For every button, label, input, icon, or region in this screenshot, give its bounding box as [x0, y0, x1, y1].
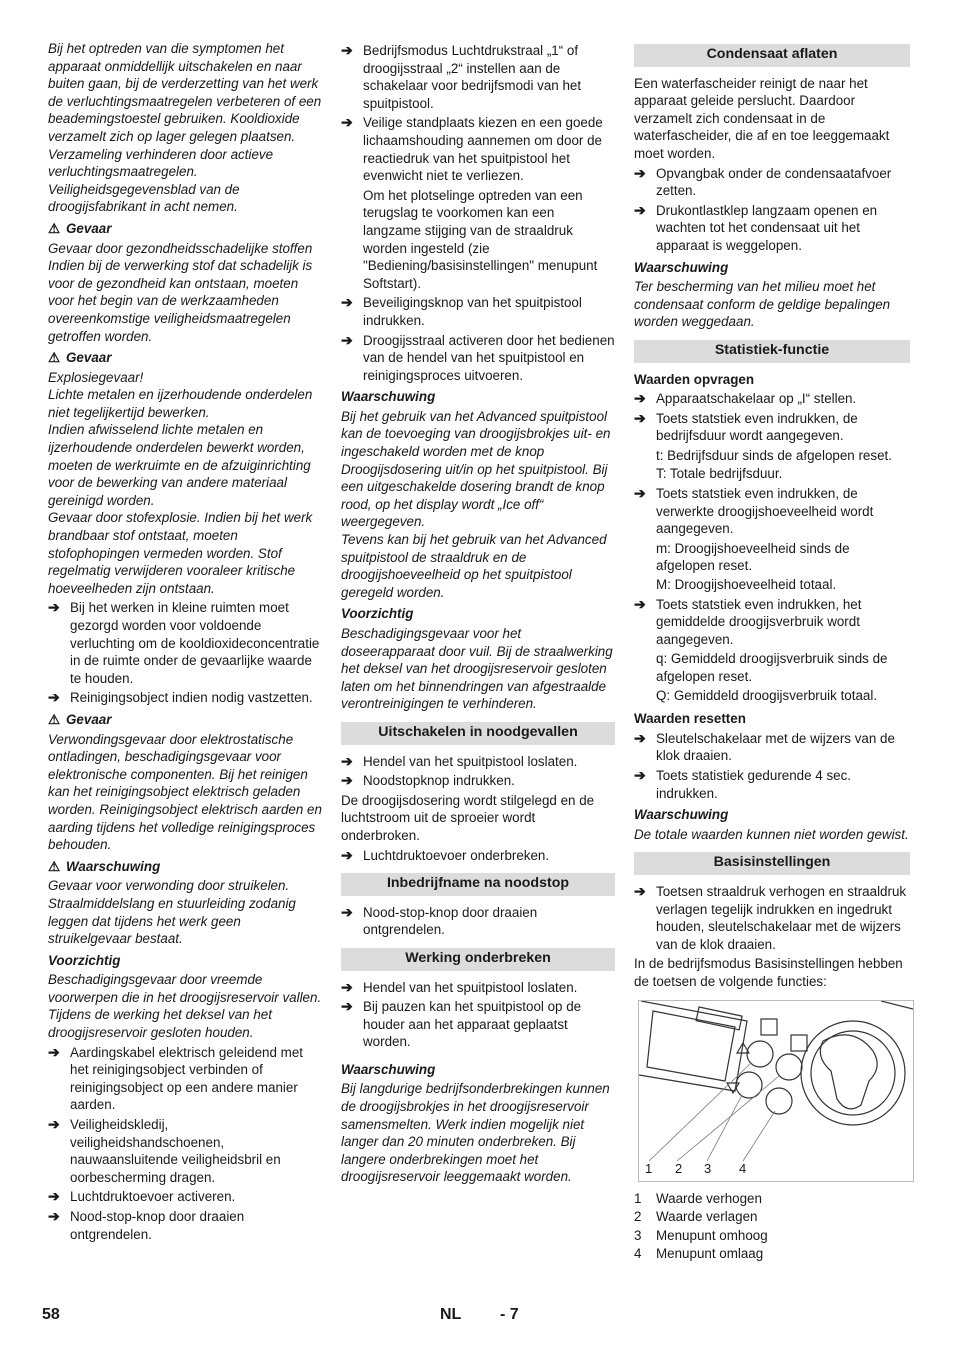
warning-triangle-icon: ⚠ [48, 858, 61, 874]
arrow-icon: ➔ [634, 409, 646, 426]
paragraph: Lichte metalen en ijzerhoudende onderdelen niet tegelijkertijd bewerken. [48, 387, 313, 420]
warning-heading: Waarschuwing [634, 259, 729, 275]
section-heading: Uitschakelen in noodgevallen [341, 722, 615, 745]
paragraph: Beschadigingsgevaar door vreemde voorwerpen die in het droogijsreservoir vallen. Tijdens de werking het deksel van het droogijsreservoir gesloten houden. [48, 972, 322, 1041]
bullet-item: ➔ Toets statstiek even indrukken, de bedrijfsduur wordt aangegeven. [634, 409, 858, 444]
figure-label-4: 4 [739, 1160, 747, 1176]
arrow-icon: ➔ [341, 998, 353, 1015]
legend-item: 3 Menupunt omhoog [634, 1227, 768, 1243]
bullet-item: ➔ Nood-stop-knop door draaien ontgrendelen. [341, 903, 538, 938]
button-2 [776, 1054, 802, 1080]
bullet-item: ➔ Beveiligingsknop van het spuitpistool indrukken. [341, 294, 582, 328]
bullet-subtext: T: Totale bedrijfsduur. [656, 466, 783, 482]
arrow-icon: ➔ [341, 772, 353, 789]
key-switch-handle [820, 1034, 877, 1108]
warning-heading: Waarschuwing [634, 807, 729, 823]
section-heading: Condensaat aflaten [634, 44, 910, 67]
paragraph: Beschadigingsgevaar voor het doseerapparaat door vuil. Bij de straalwerking het deksel van het droogijsreservoir gesloten laten om het binnendringen van afgestraalde verontreinigingen te verhinderen. [341, 626, 613, 712]
bullet-subtext: m: Droogijshoeveelheid sinds de afgelopen reset. [656, 540, 850, 574]
paragraph: Indien afwisselend lichte metalen en ijzerhoudende onderdelen bewerkt worden, moeten de werkruimte en de afzuiginrichting voor de bewerking van andere materiaal gereinigd worden. [48, 422, 311, 508]
arrow-icon: ➔ [634, 595, 646, 612]
paragraph: De totale waarden kunnen niet worden gewist. [634, 826, 909, 842]
section-heading: Werking onderbreken [341, 948, 615, 971]
bullet-item: ➔ Luchtdruktoevoer activeren. [48, 1188, 236, 1205]
warning-triangle-icon: ⚠ [48, 711, 61, 727]
warning-heading: ⚠ Waarschuwing [48, 858, 161, 874]
paragraph: Bij het gebruik van het Advanced spuitpistool kan de toevoeging van droogijsbrokjes uit- en ingeschakeld worden met de knop Droogijsdosering uit/in op het spuitpistool. Bij een uitgeschakelde dosering brandt de knop rood, op het display wordt „Ice off“ weergegeven. [341, 408, 611, 530]
bullet-subtext: t: Bedrijfsduur sinds de afgelopen reset. [656, 447, 892, 463]
leader-line-2 [677, 1076, 779, 1161]
bullet-item: ➔ Toets statstiek even indrukken, de verwerkte droogijshoeveelheid wordt aangegeven. [634, 485, 874, 537]
bullet-item: ➔ Drukontlastklep langzaam openen en wachten tot het condensaat uit het apparaat is weggelopen. [634, 201, 878, 253]
warning-heading: Waarschuwing [341, 389, 436, 405]
arrow-icon: ➔ [634, 390, 646, 407]
warning-heading: ⚠ Gevaar [48, 220, 112, 236]
paragraph: Bij langdurige bedrijfsonderbrekingen kunnen de droogijsbrokjes in het droogijsreservoir samensmelten. Werk indien mogelijk niet langer dan 20 minuten onderbreken. Bij langere onderbrekingen moet het droogijsreservoir leeggemaakt worden. [341, 1081, 610, 1185]
bullet-item: ➔ Veilige standplaats kiezen en een goede lichaamshouding aannemen om door de reactiedruk van het spuitpistool het evenwicht niet te verliezen. [341, 114, 603, 184]
legend-item: 1 Waarde verhogen [634, 1190, 762, 1206]
display-outline [639, 1001, 747, 1091]
arrow-icon: ➔ [634, 164, 646, 181]
language-code: NL [440, 1306, 462, 1323]
caution-heading: Voorzichtig [341, 606, 414, 622]
arrow-icon: ➔ [341, 294, 353, 311]
bullet-item: ➔ Aardingskabel elektrisch geleidend met het reinigingsobject verbinden of reinigingsobject op een andere manier aarden. [48, 1043, 303, 1113]
arrow-icon: ➔ [634, 766, 646, 783]
arrow-icon: ➔ [341, 42, 353, 58]
bullet-item: ➔ Reinigingsobject indien nodig vastzetten. [48, 689, 313, 706]
control-panel-figure [638, 1000, 914, 1182]
arrow-icon: ➔ [634, 882, 646, 899]
arrow-icon: ➔ [48, 1208, 60, 1224]
bullet-subtext: M: Droogijshoeveelheid totaal. [656, 577, 837, 593]
bullet-item: ➔ Toetsen straaldruk verhogen en straaldruk verlagen tegelijk indrukken en ingedrukt houden, sleutelschakelaar met de wijzers van de klok draaien. [634, 882, 907, 952]
bullet-item: ➔ Veiligheidskledij, veiligheidshandschoenen, nauwaansluitende veiligheidsbril en oorbescherming dragen. [48, 1116, 281, 1185]
legend-item: 4 Menupunt omlaag [634, 1246, 764, 1262]
button-3 [736, 1072, 762, 1098]
paragraph: De droogijsdosering wordt stilgelegd en de luchtstroom uit de sproeier wordt onderbroken. [341, 792, 595, 843]
warning-heading: ⚠ Gevaar [48, 350, 112, 366]
bullet-item: ➔ Toets statstiek even indrukken, het gemiddelde droogijsverbruik wordt aangegeven. [634, 595, 862, 647]
section-heading: Basisinstellingen [634, 852, 910, 875]
warning-heading: Waarschuwing [341, 1061, 436, 1077]
paragraph: Gevaar door gezondheidsschadelijke stoffen Indien bij de verwerking stof dat schadelijk is voor de gezondheid kan ontstaan, moeten voor het begin van de werkzaamheden overeenkomstige veiligheidsmaatregelen getroffen worden. [48, 240, 313, 344]
bullet-item: ➔ Bij het werken in kleine ruimten moet gezorgd worden voor voldoende verluchting om de kooldioxideconcentratie in de ruimte onder de gevaarlijke waarde te houden. [48, 599, 320, 686]
section-heading: Inbedrijfname na noodstop [341, 873, 615, 896]
arrow-icon: ➔ [634, 729, 646, 746]
section-heading: Statistiek-functie [634, 340, 910, 363]
paragraph: Tevens kan bij het gebruik van het Advanced spuitpistool de straaldruk en de droogijshoeveelheid op het spuitpistool geregeld worden. [341, 532, 607, 600]
key-switch [811, 1031, 895, 1115]
paragraph: Gevaar voor verwonding door struikelen. Straalmiddelslang en stuurleiding zodanig leggen dat tijdens het werk geen struikelgevaar bestaat. [48, 878, 296, 947]
paragraph: Gevaar door stofexplosie. Indien bij het werk brandbaar stof ontstaat, moeten stofophopingen vermeden worden. Stof regelmatig verwijderen vooraleer kritische hoeveelheden zijn ontstaan. [48, 510, 313, 596]
arrow-icon: ➔ [48, 1116, 60, 1133]
display-screen [647, 1011, 735, 1081]
bullet-item: ➔ Noodstopknop indrukken. [341, 772, 515, 789]
arrow-icon: ➔ [634, 201, 646, 218]
leader-line-3 [707, 1095, 742, 1161]
arrow-icon: ➔ [48, 599, 60, 616]
paragraph: Ter bescherming van het milieu moet het condensaat conform de geldige bepalingen worden weggedaan. [634, 279, 891, 330]
bullet-item: ➔ Apparaatschakelaar op „I“ stellen. [634, 390, 857, 407]
subheading: Waarden resetten [634, 711, 746, 727]
legend-item: 2 Waarde verlagen [634, 1209, 758, 1225]
column-2 [341, 40, 615, 1186]
warning-triangle-icon: ⚠ [48, 350, 61, 366]
arrow-icon: ➔ [341, 846, 353, 863]
bullet-item: ➔ Hendel van het spuitpistool loslaten. [341, 978, 578, 995]
bullet-item: ➔ Bij pauzen kan het spuitpistool op de houder aan het apparaat geplaatst worden. [341, 998, 582, 1050]
warning-triangle-icon: ⚠ [48, 220, 61, 236]
arrow-icon: ➔ [48, 689, 60, 706]
bullet-subtext: q: Gemiddeld droogijsverbruik sinds de afgelopen reset. [656, 651, 888, 684]
figure-label-2: 2 [675, 1160, 683, 1176]
bullet-subtext: Q: Gemiddeld droogijsverbruik totaal. [656, 687, 878, 703]
paragraph: In de bedrijfsmodus Basisinstellingen hebben de toetsen de volgende functies: [634, 956, 903, 989]
column-1 [48, 40, 324, 1245]
bullet-item: ➔ Toets statistiek gedurende 4 sec. indrukken. [634, 766, 852, 801]
leader-line-4 [743, 1111, 775, 1161]
arrow-icon: ➔ [48, 1043, 60, 1060]
arrow-icon: ➔ [341, 331, 353, 348]
arrow-icon: ➔ [48, 1188, 60, 1205]
arrow-icon: ➔ [341, 978, 353, 995]
paragraph: Bij het optreden van die symptomen het apparaat onmiddellijk uitschakelen en naar buiten gaan, bij de verderzetting van het werk de verluchtingsmaatregelen verbeteren of een beademingstoestel gebruiken. Kooldioxide verzamelt zich op lager gelegen plaatsen. Verzameling verhinderen door actieve verluchtingsmaatregelen. Veiligheidsgegevensblad van de droogijsfabrikant in acht nemen. [48, 41, 322, 215]
bullet-item: ➔ Opvangbak onder de condensaatafvoer zetten. [634, 164, 892, 199]
paragraph: Explosiegevaar! [48, 369, 144, 385]
bullet-subtext: Om het plotselinge optreden van een terugslag te voorkomen kan een langzame stijging van de straaldruk worden ingesteld (zie "Bediening/basisinstellingen" menupunt Softstart). [363, 187, 598, 291]
paragraph: Verwondingsgevaar door elektrostatische ontladingen, beschadigingsgevaar voor elektronische componenten. Bij het reinigen kan het reinigingsobject elektrisch geladen worden. Reinigingsobject elektrisch aarden en aarding tijdens het volledige reinigingsproces behouden. [48, 731, 322, 853]
bullet-item: ➔ Droogijsstraal activeren door het bedienen van de hendel van het spuitpistool en reinigingsproces uitvoeren. [341, 331, 615, 383]
arrow-icon: ➔ [634, 485, 646, 502]
button-4 [766, 1088, 792, 1114]
section-page-number: - 7 [500, 1306, 519, 1323]
bullet-item: ➔ Luchtdruktoevoer onderbreken. [341, 846, 550, 863]
key-icon [791, 1035, 807, 1051]
paragraph: Een waterfascheider reinigt de naar het apparaat geleide perslucht. Daardoor verzamelt zich condensaat in de waterfascheider, die af en toe leeggemaakt moet worden. [634, 75, 890, 161]
figure-label-1: 1 [645, 1160, 653, 1176]
bullet-item: ➔ Sleutelschakelaar met de wijzers van de klok draaien. [634, 729, 895, 764]
arrow-icon: ➔ [341, 752, 353, 769]
bullet-item: ➔ Bedrijfsmodus Luchtdrukstraal „1“ of droogijsstraal „2“ instellen aan de schakelaar voor bedrijfsmodi van het spuitpistool. [341, 42, 582, 111]
page-number: 58 [42, 1306, 60, 1323]
control-panel-drawing [639, 1001, 913, 1181]
arrow-icon: ➔ [341, 114, 353, 131]
bullet-item: ➔ Hendel van het spuitpistool loslaten. [341, 752, 578, 769]
column-3 [634, 40, 910, 1264]
figure-label-3: 3 [704, 1160, 712, 1176]
caution-heading: Voorzichtig [48, 952, 121, 968]
warning-heading: ⚠ Gevaar [48, 711, 112, 727]
arrow-icon: ➔ [341, 903, 353, 920]
statistics-icon [761, 1019, 777, 1035]
bullet-item: ➔ Nood-stop-knop door draaien ontgrendelen. [48, 1208, 245, 1242]
subheading: Waarden opvragen [634, 371, 755, 387]
